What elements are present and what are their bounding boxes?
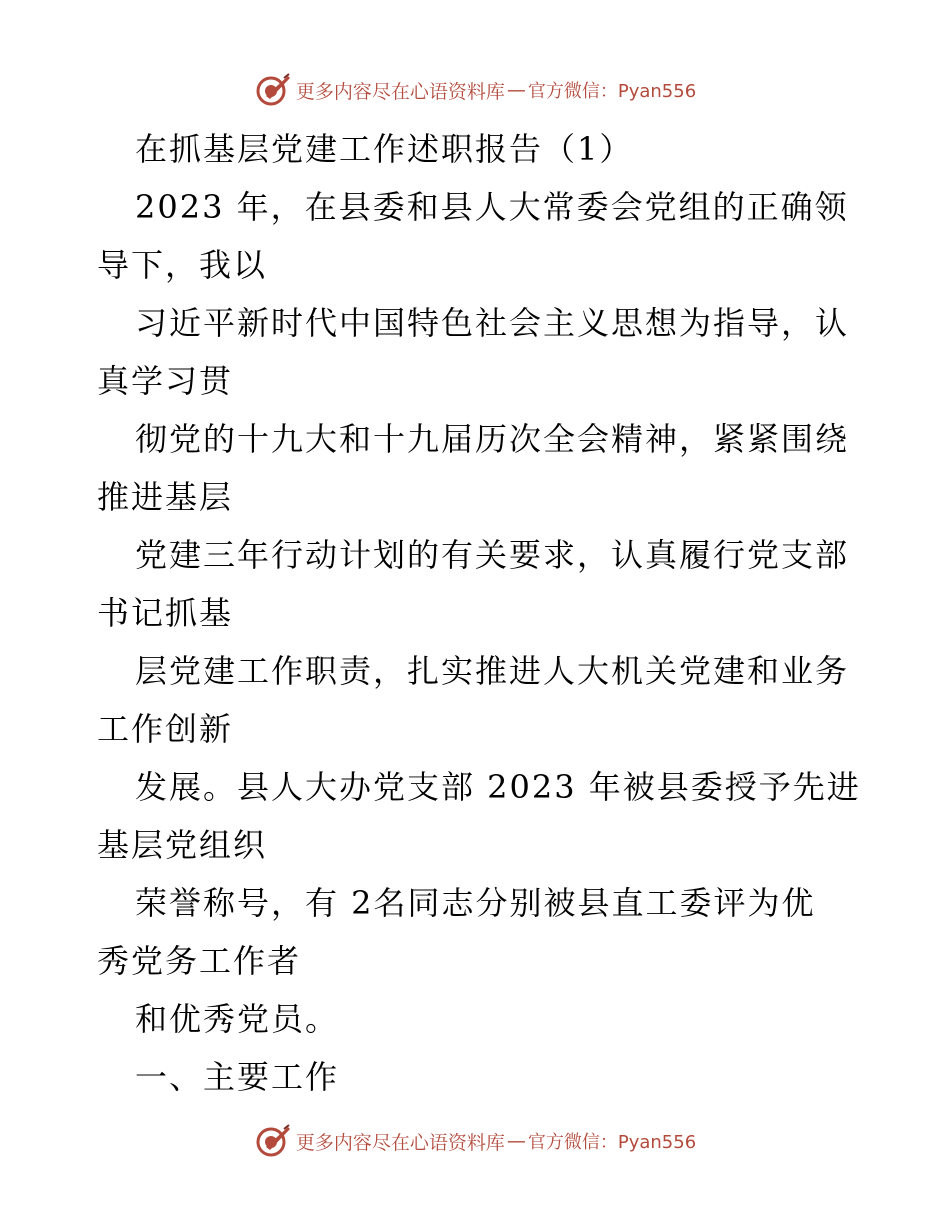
document-line: 和优秀党员。: [135, 1000, 340, 1038]
footer-watermark: [0, 1121, 950, 1161]
watermark-separator: —: [506, 1130, 526, 1152]
document-line: 真学习贯: [97, 362, 234, 400]
document-line: 一、主要工作: [135, 1058, 340, 1096]
document-line: 导下，我以: [97, 246, 268, 284]
document-line: 在抓基层党建工作述职报告（1）: [135, 130, 634, 168]
header-watermark: [0, 70, 950, 110]
document-line: 2023 年，在县委和县人大常委会党组的正确领: [135, 188, 849, 226]
document-line: 荣誉称号，有 2名同志分别被县直工委评为优: [135, 884, 816, 922]
document-line: 基层党组织: [97, 826, 268, 864]
watermark-text: 更多内容尽在心语资料库: [295, 1131, 505, 1154]
document-body: [97, 120, 861, 1106]
watermark-official: 官方微信：Pyan556: [527, 81, 697, 102]
document-line: 工作创新: [97, 710, 234, 748]
watermark-official: 官方微信：Pyan556: [527, 1132, 697, 1153]
quill-seal-icon: [254, 1123, 292, 1159]
document-line: 层党建工作职责，扎实推进人大机关党建和业务: [135, 652, 850, 690]
document-line: 彻党的十九大和十九届历次全会精神，紧紧围绕: [135, 420, 850, 458]
document-line: 书记抓基: [97, 594, 234, 632]
document-line: 推进基层: [97, 478, 234, 516]
quill-seal-icon: [254, 72, 292, 108]
watermark-separator: —: [506, 79, 526, 101]
document-line: 发展。县人大办党支部 2023 年被县委授予先进: [135, 768, 861, 806]
document-line: 秀党务工作者: [97, 942, 302, 980]
watermark-text: 更多内容尽在心语资料库: [295, 80, 505, 103]
document-line: 党建三年行动计划的有关要求，认真履行党支部: [135, 536, 850, 574]
document-line: 习近平新时代中国特色社会主义思想为指导，认: [135, 304, 850, 342]
